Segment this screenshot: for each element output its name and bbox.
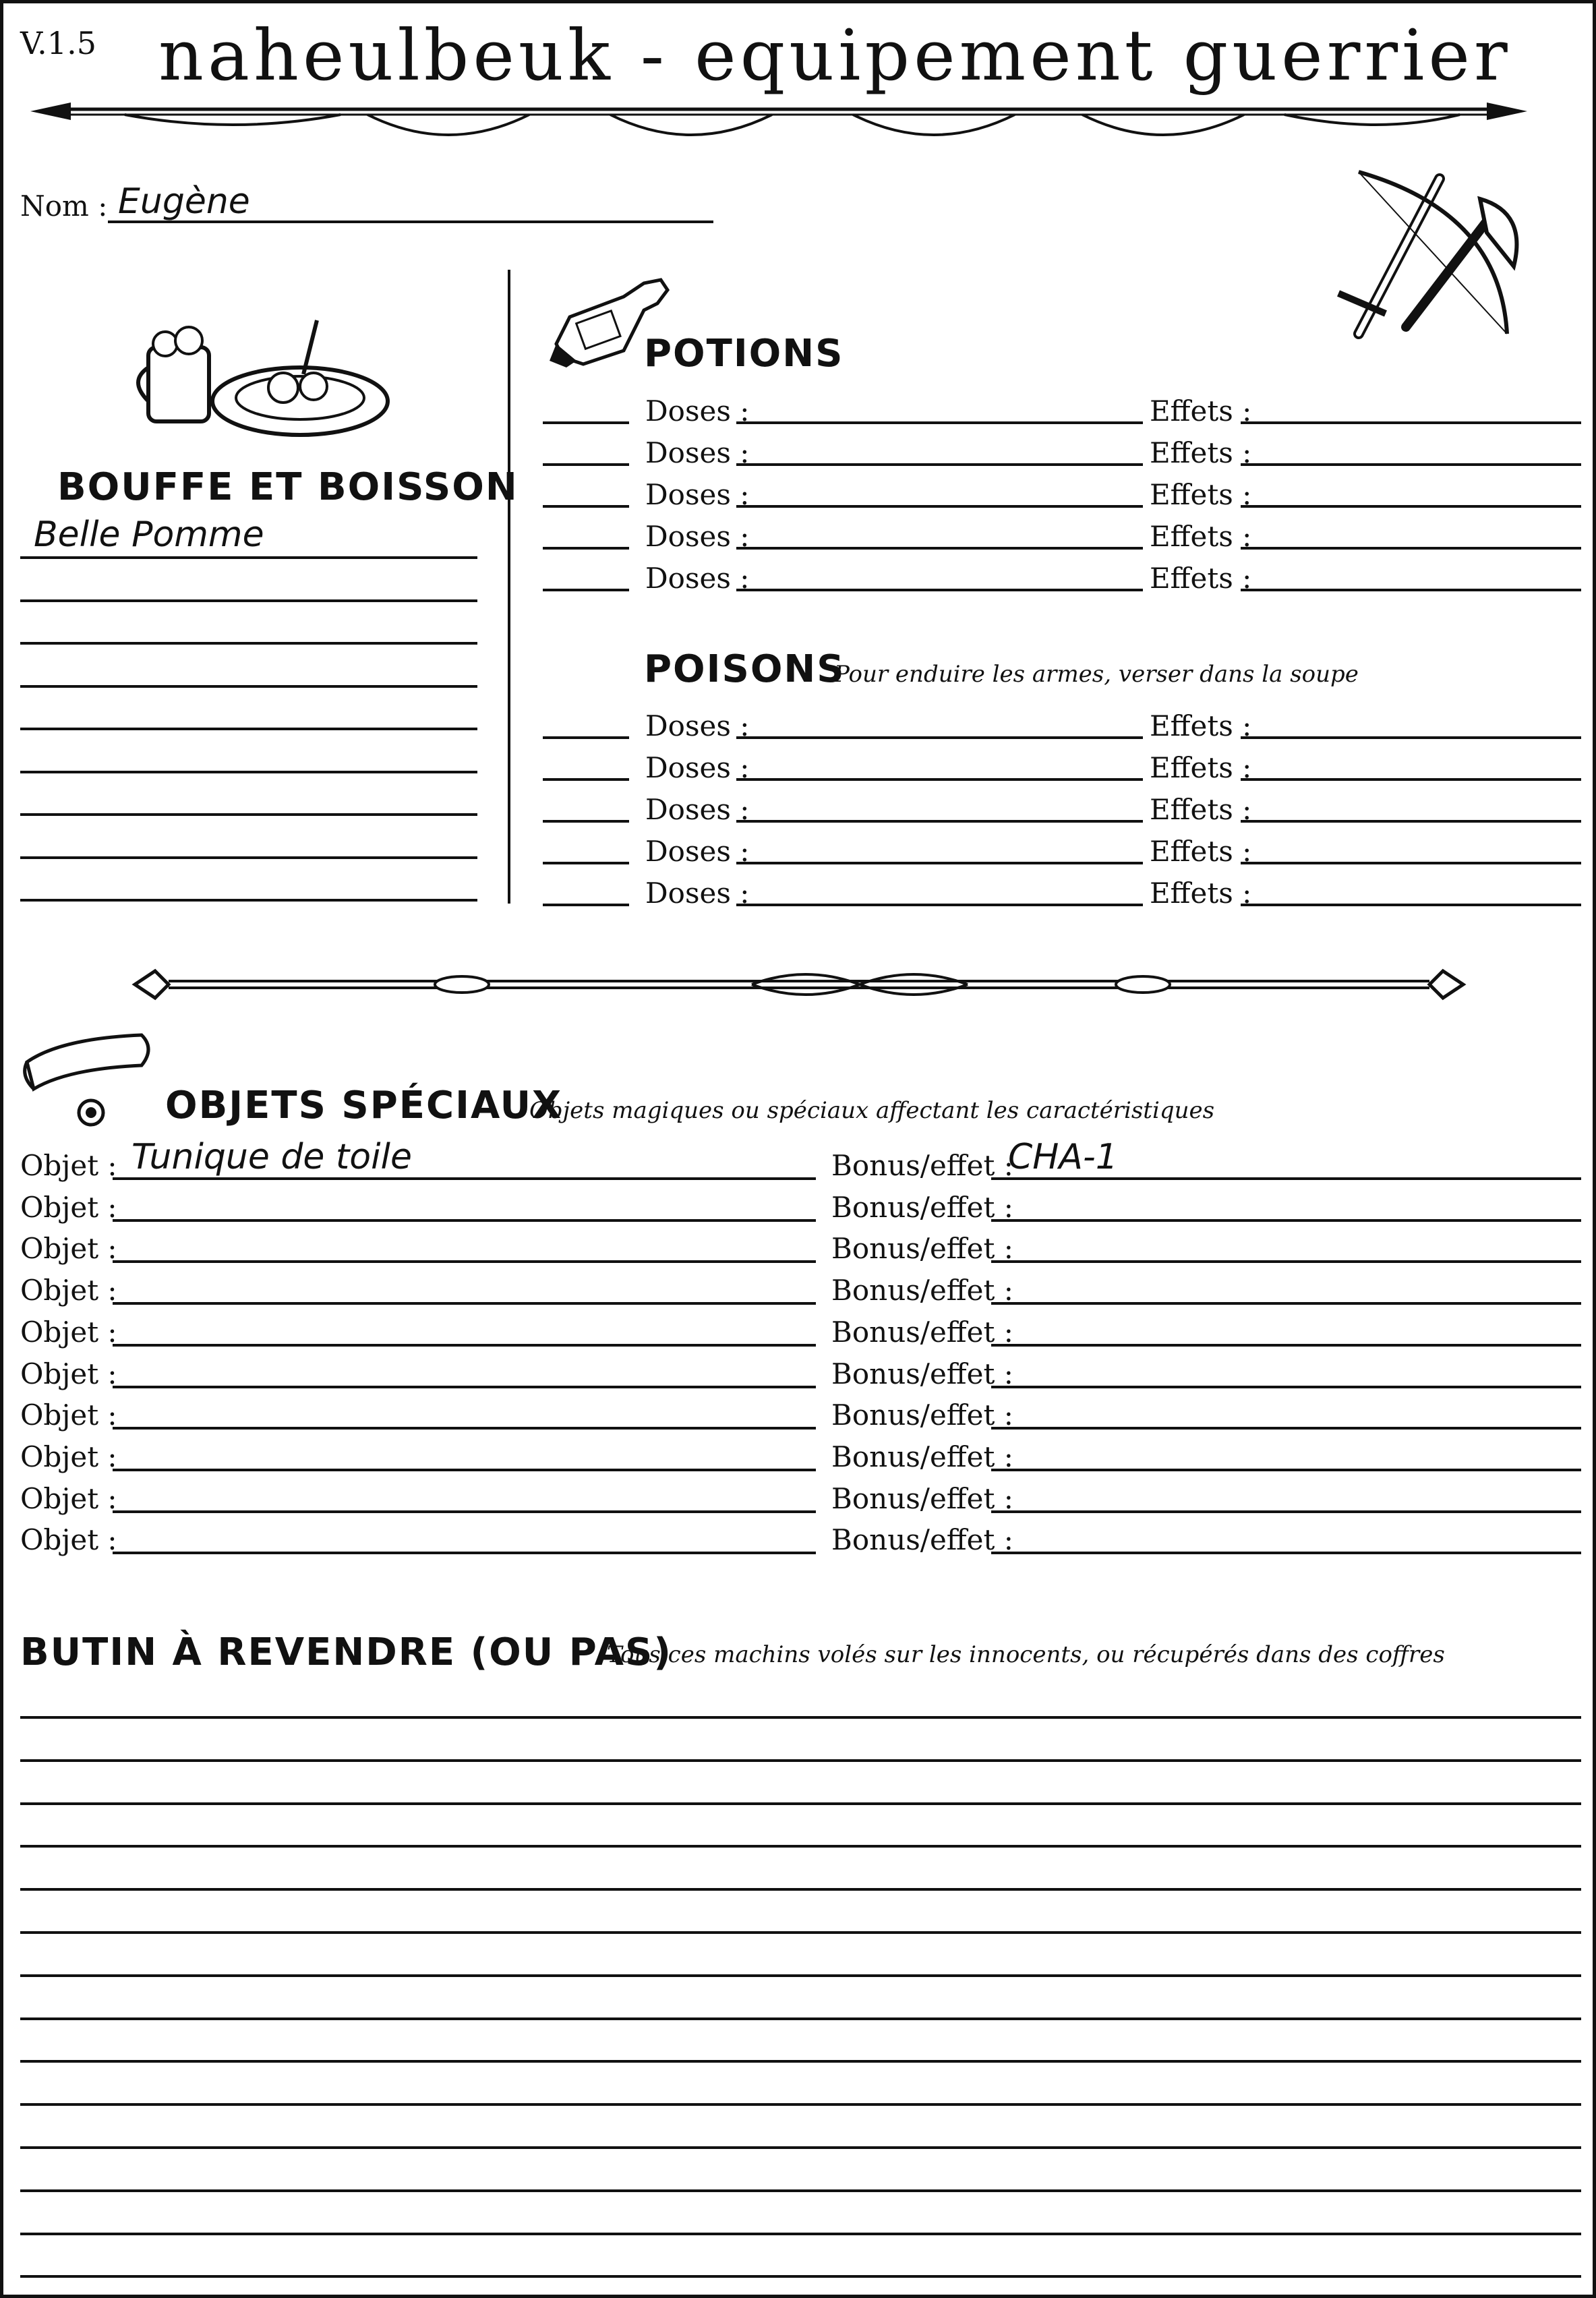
loot-row-line <box>20 2103 1581 2106</box>
quantity-blank[interactable] <box>543 463 629 466</box>
food-row-line <box>20 899 477 902</box>
food-row-line <box>20 599 477 602</box>
effects-label: Effets : <box>1150 436 1252 469</box>
object-blank[interactable] <box>113 1427 816 1430</box>
poisons-note: Pour enduire les armes, verser dans la soupe <box>834 661 1359 688</box>
effects-label: Effets : <box>1150 751 1252 784</box>
bonus-label: Bonus/effet : <box>831 1398 1013 1432</box>
staff-divider-icon <box>131 961 1467 1008</box>
object-blank[interactable] <box>113 1386 816 1388</box>
effects-label: Effets : <box>1150 478 1252 511</box>
doses-label: Doses : <box>645 835 750 868</box>
effects-label: Effets : <box>1150 835 1252 868</box>
poisons-title: POISONS <box>644 647 846 691</box>
object-blank[interactable] <box>113 1260 816 1263</box>
loot-row-line <box>20 2146 1581 2149</box>
effects-blank[interactable] <box>1241 778 1581 781</box>
doses-blank[interactable] <box>736 862 1143 864</box>
loot-row-line <box>20 1802 1581 1805</box>
loot-row-line <box>20 1845 1581 1848</box>
doses-label: Doses : <box>645 793 750 826</box>
effects-blank[interactable] <box>1241 820 1581 823</box>
doses-label: Doses : <box>645 394 750 428</box>
object-value[interactable]: Tunique de toile <box>131 1137 412 1177</box>
name-value[interactable]: Eugène <box>118 181 250 222</box>
object-label: Objet : <box>20 1232 117 1265</box>
food-row-line <box>20 771 477 773</box>
object-blank[interactable] <box>113 1469 816 1471</box>
food-row-value[interactable]: Belle Pomme <box>34 514 264 555</box>
quantity-blank[interactable] <box>543 736 629 739</box>
object-blank[interactable] <box>113 1302 816 1305</box>
object-label: Objet : <box>20 1357 117 1390</box>
bonus-label: Bonus/effet : <box>831 1523 1013 1556</box>
object-label: Objet : <box>20 1523 117 1556</box>
bonus-blank[interactable] <box>991 1219 1581 1222</box>
quantity-blank[interactable] <box>543 547 629 550</box>
loot-row-line <box>20 2189 1581 2192</box>
loot-row-line <box>20 2275 1581 2278</box>
potions-title: POTIONS <box>644 332 844 376</box>
loot-row-line <box>20 1716 1581 1719</box>
object-blank[interactable] <box>113 1219 816 1222</box>
object-label: Objet : <box>20 1398 117 1432</box>
object-blank[interactable] <box>113 1510 816 1513</box>
effects-blank[interactable] <box>1241 547 1581 550</box>
loot-row-line <box>20 1931 1581 1934</box>
bonus-label: Bonus/effet : <box>831 1232 1013 1265</box>
object-blank[interactable] <box>113 1552 816 1554</box>
doses-blank[interactable] <box>736 820 1143 823</box>
doses-blank[interactable] <box>736 547 1143 550</box>
doses-label: Doses : <box>645 877 750 910</box>
bonus-label: Bonus/effet : <box>831 1191 1013 1224</box>
effects-blank[interactable] <box>1241 589 1581 591</box>
bonus-blank[interactable] <box>991 1344 1581 1347</box>
loot-row-line <box>20 2060 1581 2063</box>
quantity-blank[interactable] <box>543 862 629 864</box>
food-row-line <box>20 685 477 688</box>
doses-blank[interactable] <box>736 904 1143 906</box>
special-items-note: Objets magiques ou spéciaux affectant les caractéristiques <box>529 1097 1215 1124</box>
name-label: Nom : <box>20 189 108 223</box>
bonus-label: Bonus/effet : <box>831 1274 1013 1307</box>
bonus-blank[interactable] <box>991 1552 1581 1554</box>
effects-label: Effets : <box>1150 793 1252 826</box>
loot-title: BUTIN À REVENDRE (OU PAS) <box>20 1630 672 1674</box>
bonus-label: Bonus/effet : <box>831 1440 1013 1473</box>
doses-label: Doses : <box>645 562 750 595</box>
effects-blank[interactable] <box>1241 505 1581 508</box>
bonus-label: Bonus/effet : <box>831 1316 1013 1349</box>
doses-label: Doses : <box>645 520 750 553</box>
effects-label: Effets : <box>1150 520 1252 553</box>
loot-row-line <box>20 1974 1581 1977</box>
effects-label: Effets : <box>1150 562 1252 595</box>
loot-row-line <box>20 1888 1581 1891</box>
effects-label: Effets : <box>1150 709 1252 742</box>
food-row-line <box>20 856 477 859</box>
object-label: Objet : <box>20 1191 117 1224</box>
food-row-line <box>20 556 477 559</box>
effects-blank[interactable] <box>1241 736 1581 739</box>
doses-blank[interactable] <box>736 589 1143 591</box>
bonus-blank[interactable] <box>991 1510 1581 1513</box>
food-plate-icon <box>142 307 384 442</box>
object-blank[interactable] <box>113 1177 816 1180</box>
doses-label: Doses : <box>645 478 750 511</box>
quantity-blank[interactable] <box>543 778 629 781</box>
doses-blank[interactable] <box>736 505 1143 508</box>
loot-row-line <box>20 2233 1581 2235</box>
crossed-weapons-icon <box>1332 158 1534 347</box>
food-title: BOUFFE ET BOISSON <box>57 465 519 509</box>
bonus-label: Bonus/effet : <box>831 1482 1013 1515</box>
object-label: Objet : <box>20 1274 117 1307</box>
object-label: Objet : <box>20 1149 117 1182</box>
effects-label: Effets : <box>1150 877 1252 910</box>
effects-label: Effets : <box>1150 394 1252 428</box>
quantity-blank[interactable] <box>543 904 629 906</box>
quantity-blank[interactable] <box>543 820 629 823</box>
doses-label: Doses : <box>645 709 750 742</box>
bonus-blank[interactable] <box>991 1260 1581 1263</box>
loot-row-line <box>20 2017 1581 2020</box>
bonus-blank[interactable] <box>991 1469 1581 1471</box>
doses-blank[interactable] <box>736 463 1143 466</box>
spear-divider-icon <box>17 88 1541 155</box>
food-row-line <box>20 728 477 730</box>
effects-blank[interactable] <box>1241 463 1581 466</box>
doses-label: Doses : <box>645 436 750 469</box>
bonus-blank[interactable] <box>991 1427 1581 1430</box>
bonus-label: Bonus/effet : <box>831 1357 1013 1390</box>
loot-note: Tous ces machins volés sur les innocents, ou récupérés dans des coffres <box>607 1641 1445 1668</box>
bonus-blank[interactable] <box>991 1302 1581 1305</box>
object-blank[interactable] <box>113 1344 816 1347</box>
food-row-line <box>20 642 477 645</box>
quantity-blank[interactable] <box>543 505 629 508</box>
effects-blank[interactable] <box>1241 904 1581 906</box>
effects-blank[interactable] <box>1241 421 1581 424</box>
name-underline <box>108 220 713 223</box>
column-divider <box>508 270 510 904</box>
bonus-blank[interactable] <box>991 1177 1581 1180</box>
object-label: Objet : <box>20 1316 117 1349</box>
effects-blank[interactable] <box>1241 862 1581 864</box>
doses-blank[interactable] <box>736 736 1143 739</box>
quantity-blank[interactable] <box>543 589 629 591</box>
quantity-blank[interactable] <box>543 421 629 424</box>
object-label: Objet : <box>20 1482 117 1515</box>
page-title: naheulbeuk - equipement guerrier <box>158 14 1512 96</box>
object-label: Objet : <box>20 1440 117 1473</box>
bonus-blank[interactable] <box>991 1386 1581 1388</box>
bonus-label: Bonus/effet : <box>831 1149 1013 1182</box>
scroll-ring-icon <box>20 1028 162 1129</box>
doses-label: Doses : <box>645 751 750 784</box>
bonus-value[interactable]: CHA-1 <box>1008 1137 1118 1177</box>
loot-row-line <box>20 1759 1581 1762</box>
special-items-title: OBJETS SPÉCIAUX <box>165 1084 563 1127</box>
food-row-line <box>20 813 477 816</box>
doses-blank[interactable] <box>736 421 1143 424</box>
doses-blank[interactable] <box>736 778 1143 781</box>
version-label: V.1.5 <box>20 25 96 61</box>
